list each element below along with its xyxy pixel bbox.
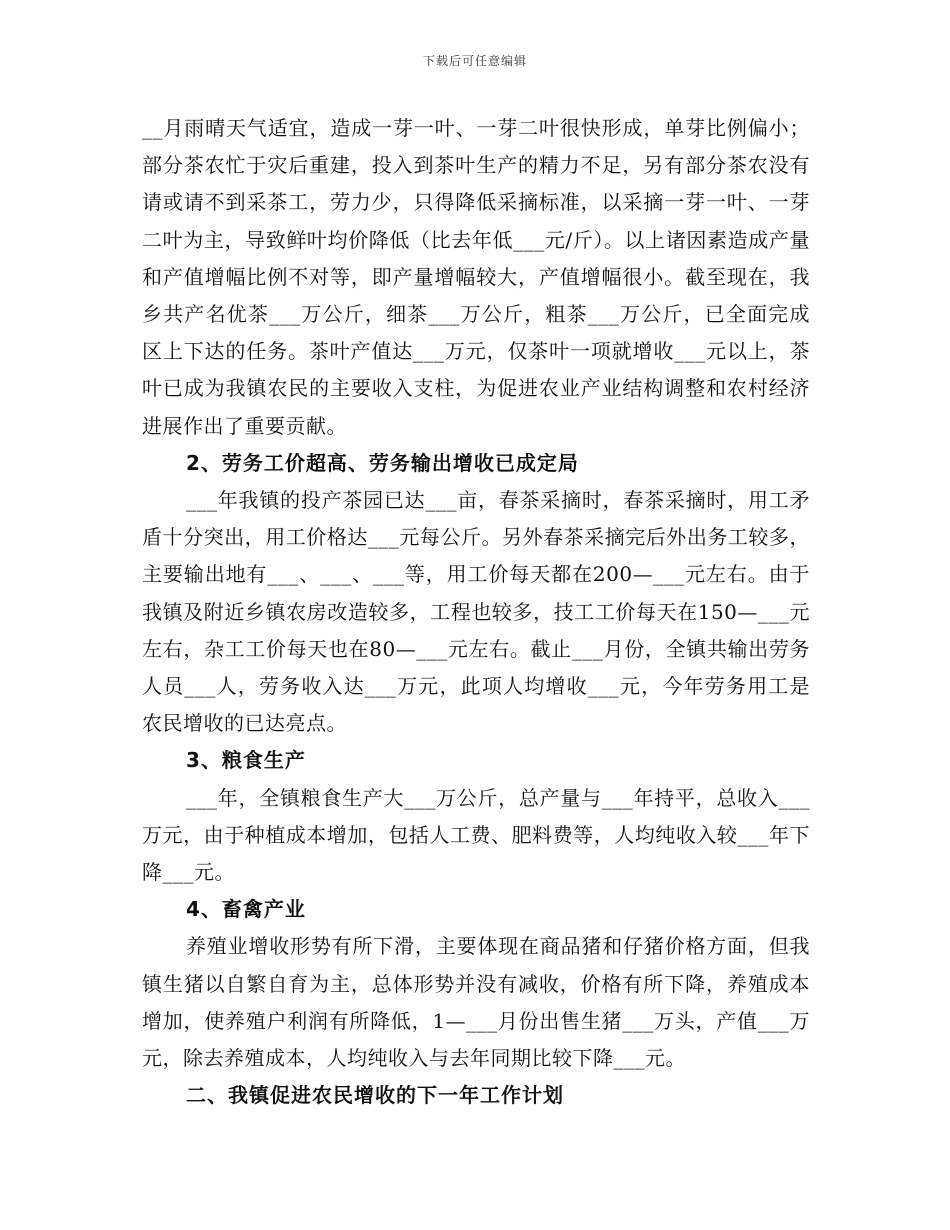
heading-labor-wages: 2、劳务工价超高、劳务输出增收已成定局 <box>186 450 579 475</box>
heading-next-year-plan: 二、我镇促进农民增收的下一年工作计划 <box>186 1083 564 1108</box>
paragraph-grain: ___年，全镇粮食生产大___万公斤，总产量与___年持平，总收入___万元，由于种植成本增加，包括人工费、肥料费等，人均纯收入较___年下降___元。 <box>142 785 810 885</box>
paragraph-livestock: 养殖业增收形势有所下滑，主要体现在商品猪和仔猪价格方面，但我镇生猪以自繁自育为主，总体形势并没有减收，价格有所下降，养殖成本增加，使养殖户利润有所降低，1—___月份出售生猪___万头，产值___万元，除去养殖成本，人均纯收入与去年同期比较下降___元。 <box>142 934 810 1071</box>
paragraph-labor-export: ___年我镇的投产茶园已达___亩，春茶采摘时，春茶采摘时，用工矛盾十分突出，用工价格达___元每公斤。另外春茶采摘完后外出务工较多，主要输出地有___、___、___等，用工价每天都在200—___元左右。由于我镇及附近乡镇农房改造较多，工程也较多，技工工价每天在150—___元左右，杂工工价每天也在80—___元左右。截止___月份，全镇共输出劳务人员___人，劳务收入达___万元，此项人均增收___元，今年劳务用工是农民增收的已达亮点。 <box>142 488 810 736</box>
document-body <box>142 110 810 1114</box>
paragraph-tea-output: __月雨晴天气适宜，造成一芽一叶、一芽二叶很快形成，单芽比例偏小；部分茶农忙于灾后重建，投入到茶叶生产的精力不足，另有部分茶农没有请或请不到采茶工，劳力少，只得降低采摘标准，以采摘一芽一叶、一芽二叶为主，导致鲜叶均价降低（比去年低___元/斤）。以上诸因素造成产量和产值增幅比例不对等，即产量增幅较大，产值增幅很小。截至现在，我乡共产名优茶___万公斤，细茶___万公斤，粗茶___万公斤，已全面完成区上下达的任务。茶叶产值达___万元，仅茶叶一项就增收___元以上，茶叶已成为我镇农民的主要收入支柱，为促进农业产业结构调整和农村经济进展作出了重要贡献。 <box>142 116 810 438</box>
page-header: 下载后可任意编辑 <box>422 54 527 68</box>
heading-livestock: 4、畜禽产业 <box>186 897 306 922</box>
heading-grain-production: 3、粮食生产 <box>186 748 306 773</box>
